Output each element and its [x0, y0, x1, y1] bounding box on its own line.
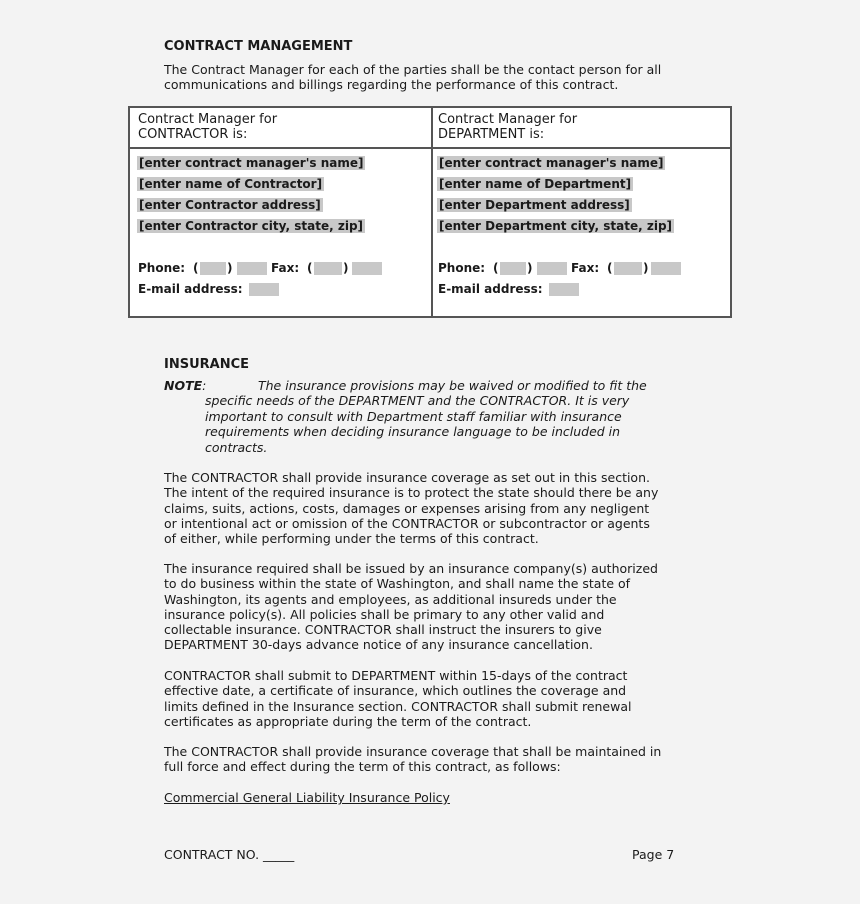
- intro-line: communications and billings regarding the performance of this contract.: [164, 77, 619, 93]
- contractor-phone-area-field[interactable]: [200, 262, 226, 275]
- department-fax-number-field[interactable]: [651, 262, 681, 275]
- paren-close: ): [227, 261, 233, 275]
- paragraph-line: of either, while performing under the terms of this contract.: [164, 531, 539, 547]
- paren-close: ): [343, 261, 349, 275]
- department-fax-area-field[interactable]: [614, 262, 642, 275]
- header-line: Contract Manager for: [438, 112, 578, 127]
- table-divider: [130, 147, 730, 149]
- contractor-fax-number-field[interactable]: [352, 262, 382, 275]
- paren-close: ): [527, 261, 533, 275]
- paragraph-line: CONTRACTOR shall submit to DEPARTMENT within 15-days of the contract: [164, 668, 628, 683]
- paren-open: (: [607, 261, 613, 275]
- paragraph-line: limits defined in the Insurance section. CONTRACTOR shall submit renewal: [164, 698, 632, 714]
- note-line: specific needs of the DEPARTMENT and the CONTRACTOR. It is very: [205, 393, 630, 409]
- paragraph-line: The intent of the required insurance is to protect the state should there be any: [164, 485, 659, 501]
- insurance-note: [205, 378, 685, 455]
- department-phone-area-field[interactable]: [500, 262, 526, 275]
- policy-title: Commercial General Liability Insurance Policy: [164, 790, 450, 805]
- department-email-field[interactable]: [549, 283, 579, 296]
- note-colon: :: [202, 378, 207, 393]
- department-phone-number-field[interactable]: [537, 262, 567, 275]
- contract-management-heading: CONTRACT MANAGEMENT: [164, 39, 353, 54]
- paragraph-line: insurance policy(s). All policies shall be primary to any other valid and: [164, 606, 605, 622]
- paragraph-line: collectable insurance. CONTRACTOR shall instruct the insurers to give: [164, 622, 602, 638]
- insurance-paragraph-1: [164, 470, 658, 546]
- paragraph-line: The CONTRACTOR shall provide insurance coverage that shall be maintained in: [164, 744, 662, 759]
- department-header: [438, 112, 577, 142]
- insurance-paragraph-3: [164, 668, 631, 729]
- department-email-label: E-mail address:: [438, 282, 543, 296]
- paragraph-line: The CONTRACTOR shall provide insurance coverage as set out in this section.: [164, 470, 650, 485]
- paragraph-line: The insurance required shall be issued by an insurance company(s) authorized: [164, 561, 658, 576]
- contractor-header: [138, 112, 277, 142]
- note-line: requirements when deciding insurance language to be included in: [205, 424, 621, 440]
- note-label: NOTE: [164, 378, 203, 393]
- paragraph-line: Washington, its agents and employees, as additional insureds under the: [164, 591, 617, 607]
- note-line: The insurance provisions may be waived or modified to fit the: [258, 378, 647, 393]
- department-city-field[interactable]: [enter Department city, state, zip]: [439, 219, 673, 233]
- contractor-address-field[interactable]: [enter Contractor address]: [139, 198, 321, 212]
- department-manager-name-field[interactable]: [enter contract manager's name]: [439, 156, 664, 170]
- note-line: important to consult with Department staff familiar with insurance: [205, 408, 622, 424]
- contractor-manager-name-field[interactable]: [enter contract manager's name]: [139, 156, 364, 170]
- paren-open: (: [307, 261, 313, 275]
- header-line: CONTRACTOR is:: [138, 127, 248, 142]
- note-label-wrap: [164, 378, 206, 393]
- contract-management-intro: [164, 62, 661, 93]
- insurance-paragraph-4: [164, 744, 661, 775]
- contract-number: CONTRACT NO. _____: [164, 847, 295, 862]
- paren-close: ): [643, 261, 649, 275]
- note-line: contracts.: [205, 439, 268, 455]
- page-number: Page 7: [632, 847, 675, 862]
- paragraph-line: effective date, a certificate of insurance, which outlines the coverage and: [164, 683, 627, 699]
- contractor-fax-area-field[interactable]: [314, 262, 342, 275]
- contract-manager-table: [128, 106, 732, 318]
- contractor-name-field[interactable]: [enter name of Contractor]: [139, 177, 323, 191]
- department-address-field[interactable]: [enter Department address]: [439, 198, 630, 212]
- header-line: DEPARTMENT is:: [438, 127, 545, 142]
- paragraph-line: claims, suits, actions, costs, damages or expenses arising from any negligent: [164, 500, 650, 516]
- insurance-heading: INSURANCE: [164, 357, 250, 372]
- contractor-email-label: E-mail address:: [138, 282, 243, 296]
- department-fax-label: Fax:: [571, 261, 600, 275]
- department-phone-label: Phone:: [438, 261, 486, 275]
- contractor-phone-number-field[interactable]: [237, 262, 267, 275]
- paren-open: (: [493, 261, 499, 275]
- department-name-field[interactable]: [enter name of Department]: [439, 177, 632, 191]
- contractor-fax-label: Fax:: [271, 261, 300, 275]
- paragraph-line: DEPARTMENT 30-days advance notice of any insurance cancellation.: [164, 637, 593, 653]
- intro-line: The Contract Manager for each of the parties shall be the contact person for all: [164, 62, 662, 77]
- contractor-phone-label: Phone:: [138, 261, 186, 275]
- paragraph-line: full force and effect during the term of this contract, as follows:: [164, 759, 561, 775]
- paren-open: (: [193, 261, 199, 275]
- paragraph-line: to do business within the state of Washington, and shall name the state of: [164, 576, 631, 592]
- table-divider: [431, 108, 433, 316]
- paragraph-line: certificates as appropriate during the term of the contract.: [164, 713, 532, 729]
- paragraph-line: or intentional act or omission of the CONTRACTOR or subcontractor or agents: [164, 515, 650, 531]
- contractor-email-field[interactable]: [249, 283, 279, 296]
- insurance-paragraph-2: [164, 561, 658, 653]
- header-line: Contract Manager for: [138, 112, 278, 127]
- contractor-city-field[interactable]: [enter Contractor city, state, zip]: [139, 219, 364, 233]
